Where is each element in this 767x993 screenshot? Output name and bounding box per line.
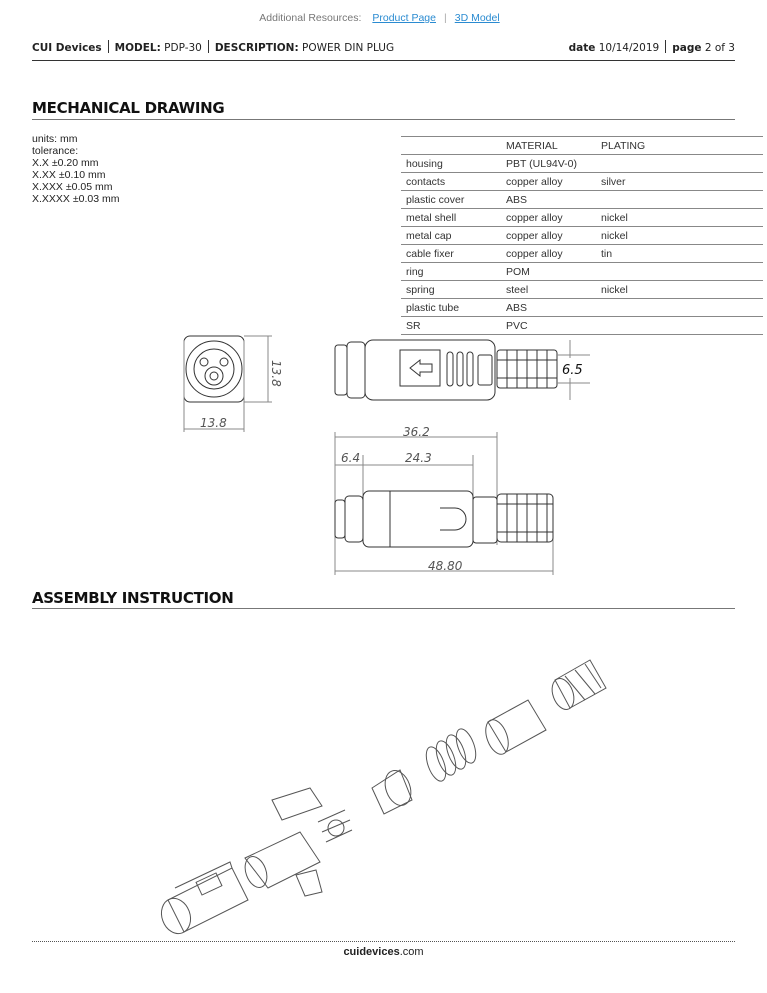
description-label: DESCRIPTION:: [214, 42, 299, 54]
table-cell: metal shell: [401, 209, 501, 227]
table-cell: nickel: [596, 281, 763, 299]
exploded-assembly-drawing: [157, 660, 606, 938]
table-cell: steel: [501, 281, 596, 299]
resources-separator: |: [444, 12, 447, 24]
table-cell: copper alloy: [501, 227, 596, 245]
dimension-label: 24.3: [405, 451, 432, 465]
3d-model-link[interactable]: 3D Model: [454, 12, 500, 24]
dimension-label: 36.2: [403, 425, 430, 439]
table-cell: metal cap: [401, 227, 501, 245]
dimension-label: 13.8: [269, 360, 283, 387]
table-cell: plastic cover: [401, 191, 501, 209]
side-view-drawing: [335, 340, 590, 400]
brand-name: CUI Devices: [32, 42, 102, 54]
table-cell: ABS: [501, 299, 596, 317]
front-view-drawing: [184, 336, 272, 432]
tolerance-line: units: mm: [32, 133, 78, 145]
table-cell: copper alloy: [501, 173, 596, 191]
table-cell: nickel: [596, 209, 763, 227]
table-cell: contacts: [401, 173, 501, 191]
table-cell: SR: [401, 317, 501, 335]
assembly-instruction-heading: ASSEMBLY INSTRUCTION: [32, 589, 234, 607]
table-cell: cable fixer: [401, 245, 501, 263]
tolerance-line: tolerance:: [32, 145, 79, 157]
table-header: MATERIAL: [501, 137, 596, 155]
description-value: POWER DIN PLUG: [302, 42, 395, 54]
footer-domain: .com: [399, 946, 424, 958]
table-header: PLATING: [596, 137, 763, 155]
table-cell: silver: [596, 173, 763, 191]
model-value: PDP-30: [164, 42, 202, 54]
mechanical-drawing-heading: MECHANICAL DRAWING: [32, 99, 225, 117]
top-view-drawing: [335, 432, 553, 575]
tolerance-line: X.XXXX ±0.03 mm: [32, 193, 120, 205]
table-cell: housing: [401, 155, 501, 173]
table-cell: ring: [401, 263, 501, 281]
table-cell: copper alloy: [501, 245, 596, 263]
page-label: page: [672, 42, 702, 54]
date-value: 10/14/2019: [598, 42, 660, 54]
table-cell: POM: [501, 263, 596, 281]
table-cell: PBT (UL94V-0): [501, 155, 596, 173]
table-cell: nickel: [596, 227, 763, 245]
footer: [0, 946, 767, 958]
table-cell: spring: [401, 281, 501, 299]
footer-divider: [32, 941, 735, 942]
date-label: date: [568, 42, 596, 54]
page-value: 2 of 3: [704, 42, 735, 54]
model-label: MODEL:: [114, 42, 161, 54]
table-cell: ABS: [501, 191, 596, 209]
tolerance-line: X.X ±0.20 mm: [32, 157, 99, 169]
dimension-label: 13.8: [200, 416, 227, 430]
tolerance-line: X.XX ±0.10 mm: [32, 169, 106, 181]
tolerance-line: X.XXX ±0.05 mm: [32, 181, 113, 193]
resources-label: Additional Resources:: [259, 12, 362, 24]
table-cell: copper alloy: [501, 209, 596, 227]
dimension-label: 48.80: [428, 559, 463, 573]
table-cell: tin: [596, 245, 763, 263]
product-page-link[interactable]: Product Page: [372, 12, 436, 24]
table-cell: plastic tube: [401, 299, 501, 317]
table-cell: PVC: [501, 317, 596, 335]
section-divider: [32, 608, 735, 609]
dimension-label: 6.5: [562, 363, 583, 378]
footer-brand: cuidevices: [343, 946, 400, 958]
dimension-label: 6.4: [341, 451, 361, 465]
